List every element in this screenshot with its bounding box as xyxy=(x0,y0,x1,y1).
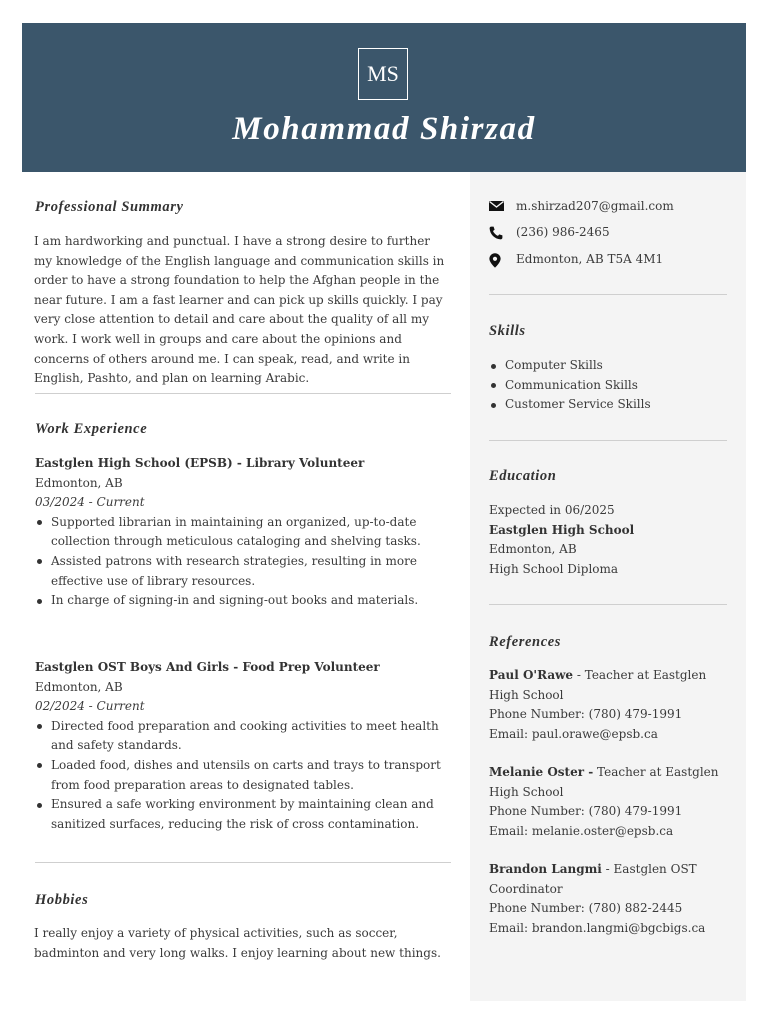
job-bullet: Directed food preparation and cooking activities to meet health and safety standards. xyxy=(35,717,450,756)
reference-email: Email: paul.orawe@epsb.ca xyxy=(489,726,658,741)
education-title: Education xyxy=(489,468,557,484)
divider xyxy=(489,440,727,441)
divider xyxy=(489,294,727,295)
reference-name-line xyxy=(489,763,725,802)
job-dates: 03/2024 - Current xyxy=(35,495,145,510)
job-dates: 02/2024 - Current xyxy=(35,699,145,714)
monogram: MS xyxy=(358,48,408,100)
job-bullet: Ensured a safe working environment by maintaining clean and sanitized surfaces, reducing the risk of cross contamination. xyxy=(35,795,450,834)
job-heading: Eastglen OST Boys And Girls - Food Prep Volunteer xyxy=(35,660,380,674)
education-school: Eastglen High School xyxy=(489,522,635,537)
hobbies-text: I really enjoy a variety of physical activities, such as soccer, badminton and very long walks. I enjoy learning about new things. xyxy=(34,926,441,960)
job-entry xyxy=(35,454,450,611)
skills-title: Skills xyxy=(489,323,526,339)
reference-name: Brandon Langmi xyxy=(489,862,602,876)
resume-header xyxy=(22,23,746,172)
skill-item: Communication Skills xyxy=(489,376,725,396)
work-experience-title: Work Experience xyxy=(35,421,148,437)
divider xyxy=(489,604,727,605)
email-value: m.shirzad207@gmail.com xyxy=(516,199,674,213)
candidate-name: Mohammad Shirzad xyxy=(232,111,536,147)
reference-name-line xyxy=(489,860,725,899)
job-bullets xyxy=(35,717,450,835)
job-bullets xyxy=(35,513,450,611)
education-location: Edmonton, AB xyxy=(489,542,577,557)
job-location: Edmonton, AB xyxy=(35,475,123,490)
reference-email: Email: melanie.oster@epsb.ca xyxy=(489,823,674,838)
reference-phone: Phone Number: (780) 882-2445 xyxy=(489,901,683,916)
education-expected: Expected in 06/2025 xyxy=(489,503,615,517)
summary-title: Professional Summary xyxy=(35,199,184,215)
job-location: Edmonton, AB xyxy=(35,679,123,694)
reference-entry xyxy=(489,666,725,744)
phone-value: (236) 986-2465 xyxy=(516,225,610,239)
phone-icon xyxy=(489,226,503,240)
hobbies-title: Hobbies xyxy=(35,892,89,908)
skill-item: Customer Service Skills xyxy=(489,395,725,415)
reference-name-line xyxy=(489,666,725,705)
location-value: Edmonton, AB T5A 4M1 xyxy=(516,252,664,266)
summary-text: I am hardworking and punctual. I have a strong desire to further my knowledge of the English language and communication skills in order to have a strong foundation to help the Afghan people in the near future. I am a fast learner and can pick up skills quickly. I pay very close attention to detail and care about the quality of all my work. I work well in groups and care about the opinions and concerns of others around me. I can speak, read, and write in English, Pashto, and plan on learning Arabic. xyxy=(34,234,445,386)
location-pin-icon xyxy=(489,253,501,268)
references-title: References xyxy=(489,634,562,650)
divider xyxy=(35,862,451,863)
job-bullet: Supported librarian in maintaining an organized, up-to-date collection through meticulous cataloging and shelving tasks. xyxy=(35,513,450,552)
reference-name: Melanie Oster - xyxy=(489,765,594,779)
skills-list xyxy=(489,356,725,415)
reference-role: - Teacher at Eastglen High School xyxy=(489,668,707,702)
divider xyxy=(35,393,451,394)
envelope-icon xyxy=(489,200,504,212)
reference-phone: Phone Number: (780) 479-1991 xyxy=(489,804,683,819)
reference-role: Teacher at Eastglen High School xyxy=(489,765,719,799)
skill-item: Computer Skills xyxy=(489,356,725,376)
reference-email: Email: brandon.langmi@bgcbigs.ca xyxy=(489,920,706,935)
reference-role: - Eastglen OST Coordinator xyxy=(489,862,697,896)
reference-entry xyxy=(489,860,725,938)
job-bullet: Assisted patrons with research strategies, resulting in more effective use of library resources. xyxy=(35,552,450,591)
job-entry xyxy=(35,658,450,834)
reference-entry xyxy=(489,763,725,841)
job-bullet: In charge of signing-in and signing-out books and materials. xyxy=(35,591,450,611)
job-heading: Eastglen High School (EPSB) - Library Volunteer xyxy=(35,456,365,470)
reference-name: Paul O'Rawe xyxy=(489,668,574,682)
education-entry xyxy=(489,501,725,579)
reference-phone: Phone Number: (780) 479-1991 xyxy=(489,707,683,722)
education-diploma: High School Diploma xyxy=(489,561,619,576)
job-bullet: Loaded food, dishes and utensils on carts and trays to transport from food preparation areas to designated tables. xyxy=(35,756,450,795)
